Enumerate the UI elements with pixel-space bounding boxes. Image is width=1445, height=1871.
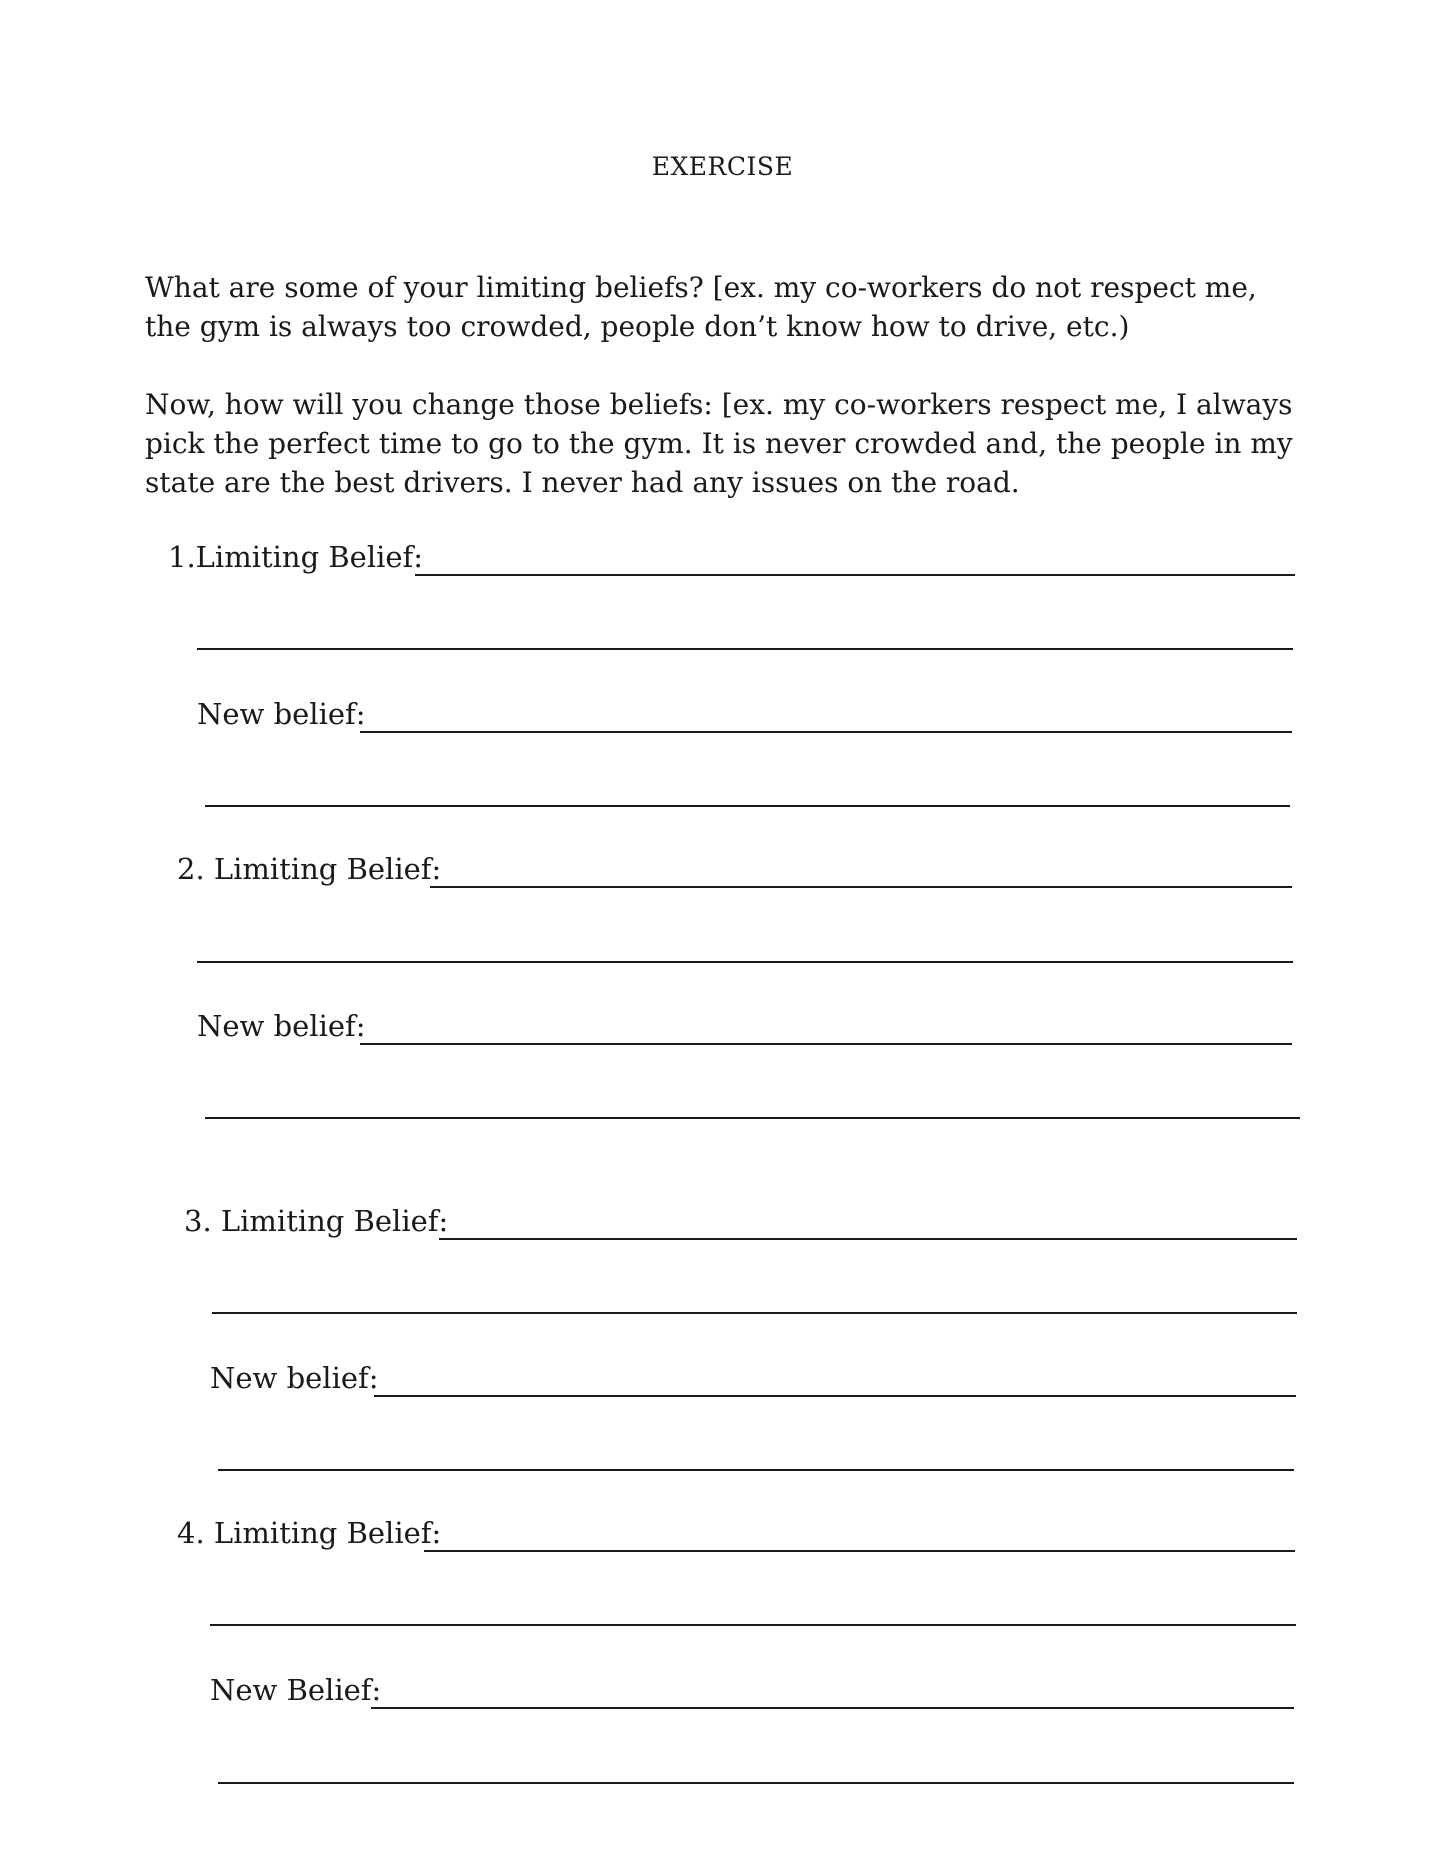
limiting-belief-row-3 [0, 1204, 1445, 1244]
new-belief-label-3: New belief: [210, 1361, 379, 1395]
intro-question: What are some of your limiting beliefs? [ex. my co-workers do not respect me, the gym is always too crowded, people don’t know how to drive, etc.) [145, 271, 1257, 343]
limiting-belief-line-2[interactable] [430, 886, 1292, 888]
new-belief-line-4b[interactable] [218, 1782, 1294, 1784]
limiting-belief-label-1: 1.Limiting Belief: [168, 540, 424, 574]
limiting-belief-label-3: 3. Limiting Belief: [184, 1204, 449, 1238]
limiting-belief-line-3[interactable] [439, 1238, 1297, 1240]
new-belief-label-1: New belief: [197, 697, 366, 731]
new-belief-line-1b[interactable] [205, 805, 1290, 807]
new-belief-line-1[interactable] [360, 731, 1292, 733]
new-belief-row-4 [0, 1673, 1445, 1713]
limiting-belief-line-2b[interactable] [197, 961, 1293, 963]
limiting-belief-line-1b[interactable] [197, 648, 1293, 650]
new-belief-label-4: New Belief: [210, 1673, 382, 1707]
limiting-belief-line-1[interactable] [415, 574, 1295, 576]
intro-change: Now, how will you change those beliefs: [ex. my co-workers respect me, I always pick the perfect time to go to the gym. It is never crowded and, the people in my state are the best drivers. I never had any issues on the road. [145, 388, 1293, 499]
limiting-belief-line-3b[interactable] [212, 1312, 1297, 1314]
new-belief-line-3b[interactable] [218, 1469, 1294, 1471]
new-belief-line-2b[interactable] [205, 1117, 1300, 1119]
new-belief-row-1 [0, 697, 1445, 737]
new-belief-line-3[interactable] [374, 1395, 1296, 1397]
limiting-belief-row-2 [0, 852, 1445, 892]
limiting-belief-label-4: 4. Limiting Belief: [177, 1516, 442, 1550]
page-title: EXERCISE [651, 152, 794, 181]
new-belief-line-2[interactable] [360, 1043, 1292, 1045]
new-belief-line-4[interactable] [371, 1707, 1294, 1709]
limiting-belief-line-4b[interactable] [210, 1624, 1296, 1626]
new-belief-label-2: New belief: [197, 1009, 366, 1043]
limiting-belief-label-2: 2. Limiting Belief: [177, 852, 442, 886]
limiting-belief-row-1 [0, 540, 1445, 580]
new-belief-row-2 [0, 1009, 1445, 1049]
new-belief-row-3 [0, 1361, 1445, 1401]
limiting-belief-line-4[interactable] [424, 1550, 1295, 1552]
limiting-belief-row-4 [0, 1516, 1445, 1556]
